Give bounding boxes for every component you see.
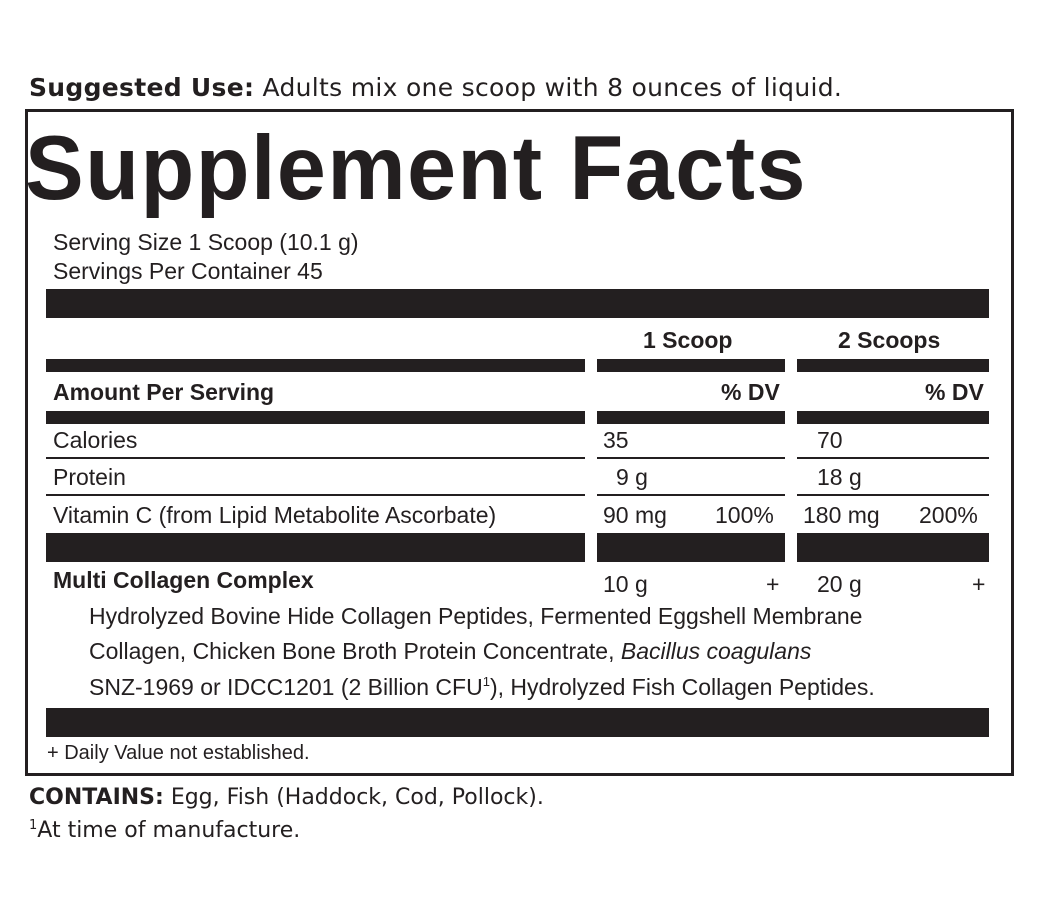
ingredient-species: Bacillus coagulans (620, 638, 812, 664)
row-divider (46, 494, 585, 496)
nutrient-amount-col2: 180 mg (803, 502, 880, 528)
suggested-use-label: Suggested Use: (29, 73, 255, 102)
nutrient-dv-col1: 100% (715, 502, 774, 528)
contains-label: CONTAINS: (29, 785, 164, 810)
complex-dv-col1: + (766, 571, 780, 597)
complex-name: Multi Collagen Complex (53, 567, 314, 593)
ingredient-text: ), Hydrolyzed Fish Collagen Peptides. (489, 674, 875, 700)
panel-title: Supplement Facts (25, 116, 807, 219)
row-divider (797, 494, 989, 496)
divider-bar (46, 289, 989, 318)
row-divider (46, 457, 585, 459)
nutrient-amount-col1: 90 mg (603, 502, 667, 528)
complex-ingredients-line1: Hydrolyzed Bovine Hide Collagen Peptides, Fermented Eggshell Membrane (89, 603, 863, 629)
footnote-marker: 1 (29, 818, 38, 833)
manufacture-note (29, 818, 300, 843)
servings-per-container: Servings Per Container 45 (53, 258, 323, 284)
dv-label-col1: % DV (721, 379, 780, 405)
row-divider (797, 457, 989, 459)
dv-footnote: + Daily Value not established. (47, 742, 310, 764)
complex-dv-col2: + (972, 571, 986, 597)
divider-bar (597, 533, 785, 562)
nutrient-amount-col1: 35 (603, 427, 629, 453)
row-divider (597, 457, 785, 459)
complex-amount-col1: 10 g (603, 571, 648, 597)
amount-per-serving: Amount Per Serving (53, 379, 275, 405)
nutrient-dv-col2: 200% (919, 502, 978, 528)
nutrient-amount-col2: 70 (817, 427, 843, 453)
nutrient-amount-col1: 9 g (616, 464, 648, 490)
nutrient-name: Protein (53, 464, 126, 490)
divider-bar (46, 708, 989, 737)
col1-header: 1 Scoop (643, 327, 733, 353)
complex-ingredients-line2 (89, 638, 811, 665)
suggested-use (29, 73, 842, 102)
col2-header: 2 Scoops (838, 327, 941, 353)
complex-amount-col2: 20 g (817, 571, 862, 597)
suggested-use-text: Adults mix one scoop with 8 ounces of liquid. (254, 73, 843, 102)
row-divider (597, 494, 785, 496)
footnote-marker: 1 (482, 674, 490, 689)
ingredient-text: Collagen, Chicken Bone Broth Protein Concentrate, (89, 638, 621, 664)
divider-bar (797, 411, 989, 424)
nutrient-amount-col2: 18 g (817, 464, 862, 490)
complex-ingredients-line3 (89, 674, 875, 701)
divider-bar (797, 359, 989, 372)
contains-text: Egg, Fish (Haddock, Cod, Pollock). (163, 785, 544, 810)
divider-bar (46, 359, 585, 372)
divider-bar (597, 411, 785, 424)
nutrient-name: Calories (53, 427, 138, 453)
manufacture-note-text: At time of manufacture. (37, 818, 301, 843)
divider-bar (797, 533, 989, 562)
divider-bar (597, 359, 785, 372)
dv-label-col2: % DV (925, 379, 984, 405)
contains-statement (29, 785, 544, 810)
divider-bar (46, 533, 585, 562)
nutrient-name: Vitamin C (from Lipid Metabolite Ascorbate) (53, 502, 497, 528)
serving-size: Serving Size 1 Scoop (10.1 g) (53, 229, 359, 255)
ingredient-text: SNZ-1969 or IDCC1201 (2 Billion CFU (89, 674, 483, 700)
divider-bar (46, 411, 585, 424)
